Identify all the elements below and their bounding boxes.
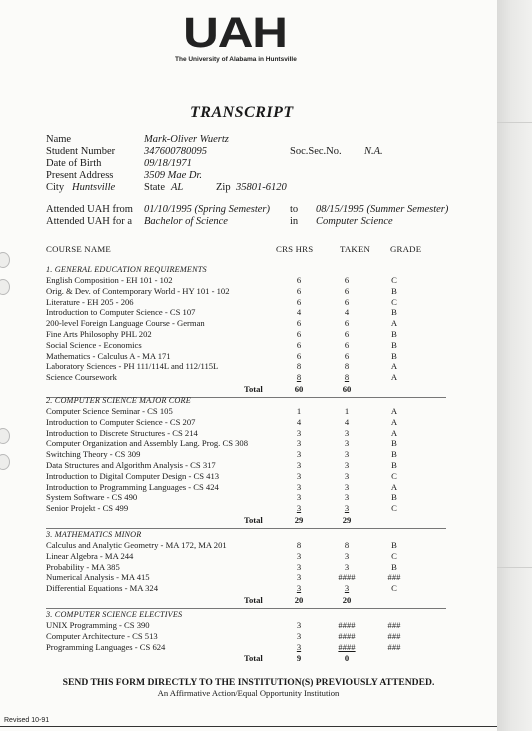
grade-value: C <box>391 550 397 561</box>
grade-value: B <box>391 561 397 572</box>
course-row <box>46 620 466 631</box>
state-value: AL <box>171 182 184 193</box>
total-label: Total <box>244 653 263 664</box>
revised-note: Revised 10-91 <box>4 717 50 724</box>
credit-hours: 3 <box>296 503 302 514</box>
logo-word: UAH <box>183 9 287 57</box>
taken-value: 6 <box>344 275 350 285</box>
course-name: Fine Arts Philosophy PHL 202 <box>46 329 152 339</box>
course-name: Social Science - Economics <box>46 339 142 350</box>
taken-value: 6 <box>344 350 350 361</box>
punch-hole <box>0 252 10 268</box>
taken-value: 3 <box>344 427 350 438</box>
taken-value: 3 <box>344 449 350 460</box>
course-name: Orig. & Dev. of Contemporary World - HY 101 - 102 <box>46 285 230 296</box>
credit-hours: 6 <box>296 296 302 307</box>
attended-to-label: to <box>290 204 299 215</box>
credit-hours: 6 <box>296 339 302 350</box>
course-row <box>46 372 466 383</box>
course-row <box>46 583 466 594</box>
grade-value: A <box>390 372 398 383</box>
grade-value: B <box>391 329 397 339</box>
total-hours: 20 <box>294 595 304 605</box>
credit-hours: 6 <box>296 318 302 329</box>
credit-hours: 6 <box>296 275 302 285</box>
taken-value: 3 <box>344 583 350 594</box>
credit-hours: 3 <box>296 620 302 630</box>
course-row <box>46 361 466 372</box>
grade-value: B <box>391 492 397 503</box>
column-taken: TAKEN <box>340 244 371 254</box>
grade-value: ### <box>387 620 401 630</box>
grade-value: A <box>390 427 398 438</box>
credit-hours: 3 <box>296 427 302 438</box>
student-number-value: 347600780095 <box>144 146 207 157</box>
address-value: 3509 Mae Dr. <box>144 170 203 181</box>
taken-value: 3 <box>344 481 350 492</box>
grade-value: B <box>391 460 397 470</box>
punch-hole <box>0 279 10 295</box>
taken-value: #### <box>338 620 356 630</box>
ssn-value: N.A. <box>364 146 383 157</box>
course-name: System Software - CS 490 <box>46 492 138 503</box>
course-row <box>46 438 466 449</box>
column-credit-hours: CRS HRS <box>276 244 314 254</box>
total-hours: 60 <box>294 384 304 394</box>
course-name: Switching Theory - CS 309 <box>46 449 141 460</box>
footer-instruction: SEND THIS FORM DIRECTLY TO THE INSTITUTION(S) PREVIOUSLY ATTENDED. <box>62 677 435 688</box>
section-divider <box>46 608 446 609</box>
edge-mark <box>497 122 532 123</box>
credit-hours: 3 <box>296 492 302 503</box>
total-label: Total <box>244 515 263 525</box>
course-name: Senior Projekt - CS 499 <box>46 503 129 514</box>
course-row <box>46 540 466 551</box>
course-row <box>46 329 466 340</box>
course-row <box>46 471 466 482</box>
taken-value: #### <box>338 630 356 641</box>
taken-value: #### <box>338 572 356 583</box>
name-label: Name <box>46 134 72 145</box>
course-row <box>46 275 466 286</box>
grade-value: C <box>391 503 397 514</box>
course-row <box>46 297 466 308</box>
section-title: 3. MATHEMATICS MINOR <box>46 530 142 539</box>
credit-hours: 4 <box>296 307 302 318</box>
grade-value: B <box>391 350 397 361</box>
attended-from-label: Attended UAH from <box>46 204 133 215</box>
section-total-row <box>46 595 466 606</box>
grade-value: C <box>391 470 397 481</box>
course-row <box>46 406 466 417</box>
course-name: Introduction to Programming Languages - CS 424 <box>46 481 219 492</box>
credit-hours: 3 <box>296 550 302 561</box>
credit-hours: 3 <box>296 481 302 492</box>
grade-value: A <box>390 361 398 372</box>
total-label: Total <box>244 384 263 394</box>
course-name: Introduction to Digital Computer Design - CS 413 <box>46 470 220 481</box>
total-taken: 29 <box>342 515 352 525</box>
course-name: 200-level Foreign Language Course - German <box>46 318 205 329</box>
taken-value: 8 <box>344 372 350 383</box>
total-taken: 60 <box>342 384 352 394</box>
taken-value: 8 <box>344 540 350 550</box>
address-label: Present Address <box>46 170 114 181</box>
credit-hours: 3 <box>296 438 302 449</box>
credit-hours: 8 <box>296 540 302 550</box>
course-name: Differential Equations - MA 324 <box>46 583 159 594</box>
student-number-label: Student Number <box>46 146 116 157</box>
zip-value: 35801-6120 <box>236 182 287 193</box>
grade-value: B <box>391 438 397 449</box>
grade-value: B <box>391 540 397 550</box>
section-divider <box>46 528 446 529</box>
course-row <box>46 340 466 351</box>
credit-hours: 3 <box>296 630 302 641</box>
name-value: Mark-Oliver Wuertz <box>144 134 229 145</box>
taken-value: 6 <box>344 296 350 307</box>
credit-hours: 3 <box>296 572 302 583</box>
course-row <box>46 642 466 653</box>
grade-value: A <box>390 481 398 492</box>
grade-value: C <box>391 296 397 307</box>
credit-hours: 6 <box>296 329 302 339</box>
taken-value: 3 <box>344 550 350 561</box>
in-label: in <box>290 216 299 227</box>
credit-hours: 3 <box>296 470 302 481</box>
section-total-row <box>46 515 466 526</box>
course-row <box>46 351 466 362</box>
taken-value: 6 <box>344 339 350 350</box>
total-hours: 9 <box>296 653 302 664</box>
taken-value: 3 <box>344 470 350 481</box>
course-name: Numerical Analysis - MA 415 <box>46 572 150 583</box>
attended-to-value: 08/15/1995 (Summer Semester) <box>316 204 449 215</box>
course-name: Introduction to Computer Science - CS 207 <box>46 416 196 427</box>
course-row <box>46 286 466 297</box>
course-name: Linear Algebra - MA 244 <box>46 550 134 561</box>
course-name: Probability - MA 385 <box>46 561 120 572</box>
section-title: 2. COMPUTER SCIENCE MAJOR CORE <box>46 396 191 405</box>
grade-value: A <box>390 416 398 427</box>
edge-mark <box>497 567 532 568</box>
credit-hours: 3 <box>296 561 302 572</box>
course-name: Computer Organization and Assembly Lang. Prog. CS 308 <box>46 438 249 449</box>
attended-for-label: Attended UAH for a <box>46 216 133 227</box>
taken-value: 6 <box>344 329 350 339</box>
punch-hole <box>0 428 10 444</box>
course-row <box>46 318 466 329</box>
course-name: Calculus and Analytic Geometry - MA 172, MA 201 <box>46 540 227 550</box>
page-edge-shadow <box>497 0 532 731</box>
course-row <box>46 492 466 503</box>
credit-hours: 8 <box>296 372 302 383</box>
course-name: Data Structures and Algorithm Analysis - CS 317 <box>46 460 216 470</box>
credit-hours: 3 <box>296 583 302 594</box>
course-name: Computer Science Seminar - CS 105 <box>46 406 173 416</box>
grade-value: ### <box>387 641 401 652</box>
course-name: Mathematics - Calculus A - MA 171 <box>46 350 171 361</box>
section-total-row <box>46 384 466 395</box>
section-title: 1. GENERAL EDUCATION REQUIREMENTS <box>46 265 207 274</box>
grade-value: A <box>390 406 398 416</box>
zip-label: Zip <box>216 182 231 193</box>
grade-value: C <box>391 583 397 594</box>
taken-value: 3 <box>344 438 350 449</box>
course-row <box>46 417 466 428</box>
uah-logo <box>175 9 297 63</box>
degree-value: Bachelor of Science <box>144 216 228 227</box>
section-title: 3. COMPUTER SCIENCE ELECTIVES <box>46 610 183 619</box>
taken-value: 3 <box>344 492 350 503</box>
column-course-name: COURSE NAME <box>46 244 112 254</box>
course-row <box>46 428 466 439</box>
course-name: Computer Architecture - CS 513 <box>46 630 158 641</box>
course-row <box>46 562 466 573</box>
credit-hours: 3 <box>296 641 302 652</box>
credit-hours: 1 <box>296 406 302 416</box>
taken-value: #### <box>338 641 356 652</box>
credit-hours: 8 <box>296 361 302 372</box>
section-total-row <box>46 653 466 664</box>
credit-hours: 3 <box>296 460 302 470</box>
taken-value: 1 <box>344 406 350 416</box>
taken-value: 3 <box>344 503 350 514</box>
grade-value: A <box>390 318 398 329</box>
course-row <box>46 307 466 318</box>
taken-value: 4 <box>344 416 350 427</box>
state-label: State <box>144 182 165 193</box>
grade-value: B <box>391 285 397 296</box>
grade-value: ### <box>387 572 401 583</box>
total-hours: 29 <box>294 515 304 525</box>
column-grade: GRADE <box>390 244 422 254</box>
punch-hole <box>0 454 10 470</box>
grade-value: B <box>391 339 397 350</box>
taken-value: 8 <box>344 361 350 372</box>
page-title: TRANSCRIPT <box>190 104 294 121</box>
city-value: Huntsville <box>72 182 116 193</box>
course-row <box>46 631 466 642</box>
ssn-label: Soc.Sec.No. <box>290 146 342 157</box>
dob-value: 09/18/1971 <box>144 158 192 169</box>
course-name: Science Coursework <box>46 372 117 383</box>
total-taken: 20 <box>342 595 352 605</box>
grade-value: ### <box>387 630 401 641</box>
dob-label: Date of Birth <box>46 158 102 169</box>
grade-value: B <box>391 307 397 318</box>
course-row <box>46 449 466 460</box>
footer-eeo: An Affirmative Action/Equal Opportunity Institution <box>157 688 340 698</box>
total-taken: 0 <box>344 653 350 664</box>
attended-from-value: 01/10/1995 (Spring Semester) <box>144 204 270 215</box>
course-row <box>46 551 466 562</box>
course-name: Introduction to Computer Science - CS 107 <box>46 307 196 318</box>
taken-value: 6 <box>344 318 350 329</box>
course-name: Introduction to Discrete Structures - CS 214 <box>46 427 198 438</box>
course-row <box>46 482 466 493</box>
credit-hours: 6 <box>296 285 302 296</box>
grade-value: C <box>391 275 397 285</box>
course-row <box>46 460 466 471</box>
taken-value: 3 <box>344 460 350 470</box>
credit-hours: 6 <box>296 350 302 361</box>
course-row <box>46 503 466 514</box>
course-name: Programming Languages - CS 624 <box>46 641 166 652</box>
course-name: English Composition - EH 101 - 102 <box>46 275 173 285</box>
credit-hours: 3 <box>296 449 302 460</box>
course-name: Literature - EH 205 - 206 <box>46 296 134 307</box>
course-row <box>46 572 466 583</box>
course-name: UNIX Programming - CS 390 <box>46 620 150 630</box>
taken-value: 6 <box>344 285 350 296</box>
logo-subtitle: The University of Alabama in Huntsville <box>175 56 297 63</box>
grade-value: B <box>391 449 397 460</box>
total-label: Total <box>244 595 263 605</box>
credit-hours: 4 <box>296 416 302 427</box>
taken-value: 4 <box>344 307 350 318</box>
city-label: City <box>46 182 65 193</box>
course-name: Laboratory Sciences - PH 111/114L and 112/115L <box>46 361 219 372</box>
bottom-rule <box>0 726 497 727</box>
taken-value: 3 <box>344 561 350 572</box>
major-value: Computer Science <box>316 216 393 227</box>
